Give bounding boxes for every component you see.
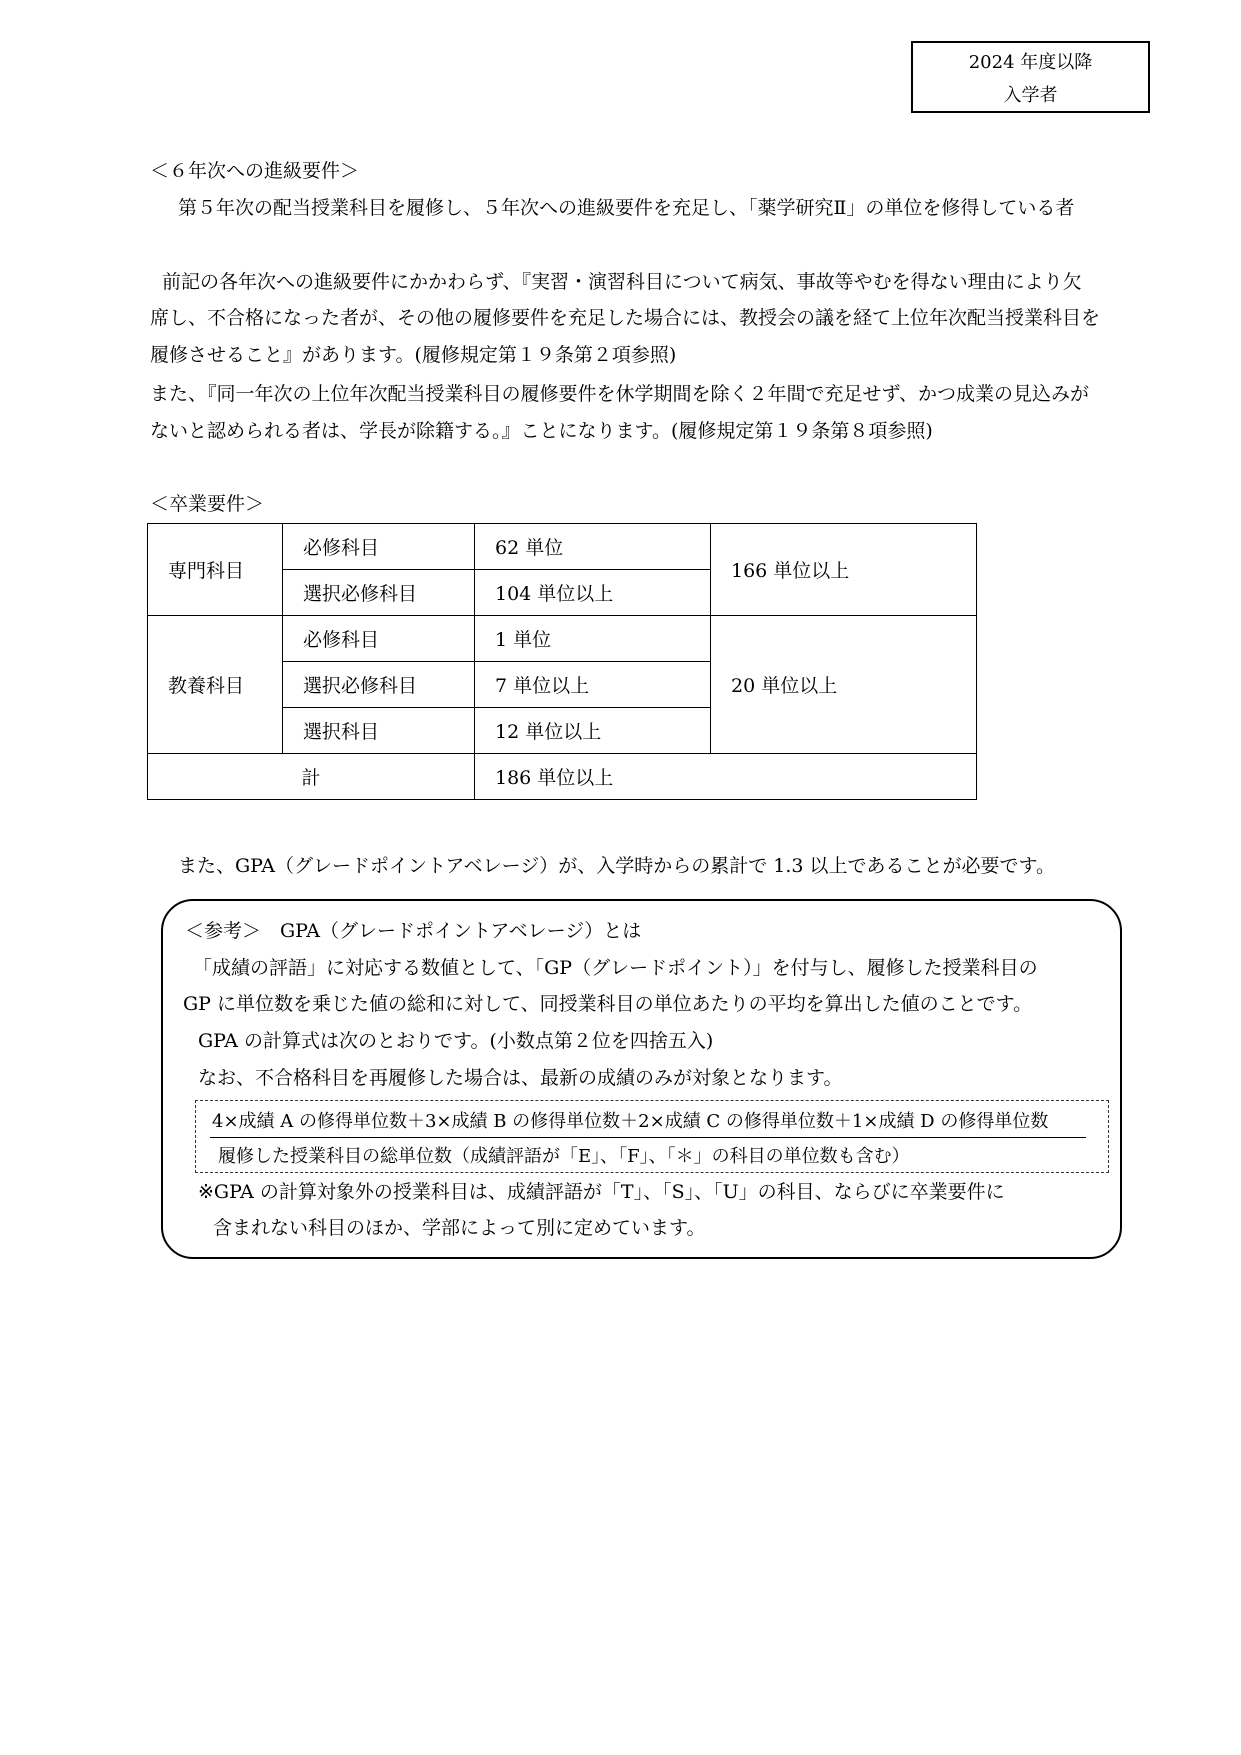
total-label: 計 — [148, 754, 475, 800]
graduation-heading: ＜卒業要件＞ — [150, 493, 265, 515]
fraction-bar — [210, 1137, 1086, 1138]
course-type: 選択必修科目 — [283, 662, 475, 708]
category-subtotal: 20 単位以上 — [711, 616, 977, 754]
table-row — [148, 616, 977, 662]
reference-line-3: GPA の計算式は次のとおりです。(小数点第２位を四捨五入) — [198, 1030, 714, 1052]
category-kyoyo: 教養科目 — [148, 616, 283, 754]
unit-count: 7 単位以上 — [475, 662, 711, 708]
note-paragraph-1-line-3: 履修させること』があります。(履修規定第１９条第２項参照) — [150, 344, 677, 366]
graduation-requirements-table — [147, 523, 977, 800]
reference-line-1: 「成績の評語」に対応する数値として、「GP（グレードポイント）」を付与し、履修した授業科目の — [193, 957, 1038, 979]
formula-numerator: 4×成績 A の修得単位数＋3×成績 B の修得単位数＋2×成績 C の修得単位数＋1×成績 D の修得単位数 — [212, 1111, 1049, 1132]
badge-line-2: 入学者 — [1003, 85, 1058, 106]
badge-line-1: 2024 年度以降 — [968, 52, 1093, 73]
sixth-year-heading: ＜６年次への進級要件＞ — [150, 160, 360, 182]
reference-note-line-2: 含まれない科目のほか、学部によって別に定めています。 — [213, 1217, 706, 1239]
table-row — [148, 754, 977, 800]
gpa-reference-box — [161, 899, 1122, 1259]
reference-line-4: なお、不合格科目を再履修した場合は、最新の成績のみが対象となります。 — [198, 1067, 843, 1089]
note-paragraph-2-line-1: また、『同一年次の上位年次配当授業科目の履修要件を休学期間を除く２年間で充足せず、かつ成業の見込みが — [150, 383, 1089, 405]
table-row — [148, 524, 977, 570]
total-units: 186 単位以上 — [475, 754, 977, 800]
category-senmon: 専門科目 — [148, 524, 283, 616]
course-type: 必修科目 — [283, 524, 475, 570]
unit-count: 62 単位 — [475, 524, 711, 570]
course-type: 選択必修科目 — [283, 570, 475, 616]
unit-count: 104 単位以上 — [475, 570, 711, 616]
formula-denominator: 履修した授業科目の総単位数（成績評語が「E」、「F」、「＊」の科目の単位数も含む） — [218, 1146, 910, 1167]
enrollment-year-badge — [911, 41, 1150, 113]
reference-note-line-1: ※GPA の計算対象外の授業科目は、成績評語が「T」、「S」、「U」の科目、ならびに卒業要件に — [198, 1181, 1005, 1203]
unit-count: 1 単位 — [475, 616, 711, 662]
category-subtotal: 166 単位以上 — [711, 524, 977, 616]
note-paragraph-2-line-2: ないと認められる者は、学長が除籍する。』ことになります。(履修規定第１９条第８項参照) — [150, 420, 933, 442]
gpa-formula-box — [195, 1100, 1109, 1173]
reference-line-2: GP に単位数を乗じた値の総和に対して、同授業科目の単位あたりの平均を算出した値のことです。 — [183, 993, 1033, 1015]
course-type: 選択科目 — [283, 708, 475, 754]
course-type: 必修科目 — [283, 616, 475, 662]
reference-title: ＜参考＞ GPA（グレードポイントアベレージ）とは — [185, 920, 642, 942]
unit-count: 12 単位以上 — [475, 708, 711, 754]
note-paragraph-1-line-1: 前記の各年次への進級要件にかかわらず、『実習・演習科目について病気、事故等やむを得ない理由により欠 — [162, 271, 1082, 293]
note-paragraph-1-line-2: 席し、不合格になった者が、その他の履修要件を充足した場合には、教授会の議を経て上位年次配当授業科目を — [150, 307, 1101, 329]
sixth-year-body: 第５年次の配当授業科目を履修し、５年次への進級要件を充足し、「薬学研究Ⅱ」の単位を修得している者 — [178, 197, 1075, 219]
gpa-requirement: また、GPA（グレードポイントアベレージ）が、入学時からの累計で 1.3 以上であることが必要です。 — [178, 855, 1056, 877]
